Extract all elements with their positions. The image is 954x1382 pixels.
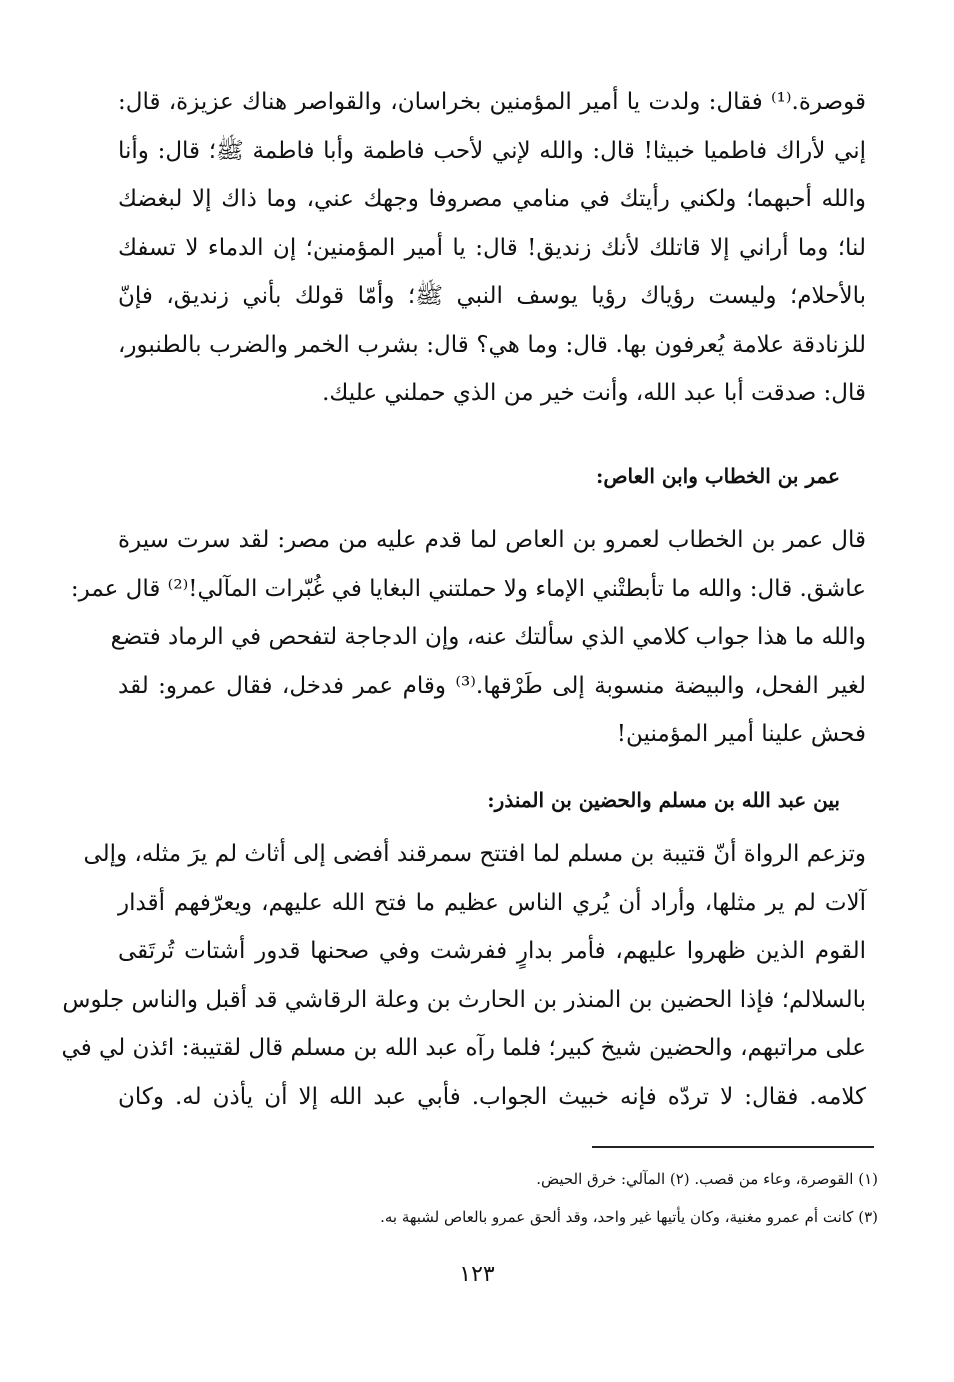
text-line: القوم الذين ظهروا عليهم، فأمر بدارٍ ففرشت وفي صحنها قدور أشتات تُرتَقى (118, 938, 866, 964)
text-line: آلات لم ير مثلها، وأراد أن يُري الناس عظيم ما فتح الله عليهم، ويعرّفهم أقدار (118, 889, 866, 916)
section-heading: عمر بن الخطاب وابن العاص: (595, 464, 840, 488)
footnote-line: (١) القوصرة، وعاء من قصب. (٢) المآلي: خرق الحيض. (536, 1170, 878, 1188)
paragraph-umar-amr (70, 516, 866, 759)
text-line: بالأحلام؛ وليست رؤياك رؤيا يوسف النبي ﷺ؛ وأمّا قولك بأني زنديق، فإنّ (118, 283, 866, 309)
footnote-divider (592, 1146, 874, 1148)
paragraph-abdullah-hudain (61, 830, 866, 1121)
text-line: وتزعم الرواة أنّ قتيبة بن مسلم لما افتتح سمرقند أفضى إلى أثاث لم يرَ مثله، وإلى (83, 841, 866, 867)
text-line: للزنادقة علامة يُعرفون بها. قال: وما هي؟ قال: بشرب الخمر والضرب بالطنبور، (118, 331, 866, 358)
section-heading: بين عبد الله بن مسلم والحضين بن المنذر: (487, 788, 840, 812)
footnotes (118, 1160, 878, 1236)
text-line: قال عمر بن الخطاب لعمرو بن العاص لما قدم عليه من مصر: لقد سرت سيرة (118, 527, 866, 553)
text-line: إني لأراك فاطميا خبيثا! قال: والله لإني لأحب فاطمة وأبا فاطمة ﷺ؛ قال: وأنا (118, 137, 866, 164)
text-line: فحش علينا أمير المؤمنين! (616, 721, 866, 747)
text-line: قال: صدقت أبا عبد الله، وأنت خير من الذي حملني عليك. (322, 380, 866, 406)
text-line: كلامه. فقال: لا تردّه فإنه خبيث الجواب. فأبي عبد الله إلا أن يأذن له. وكان (118, 1083, 866, 1110)
text-line: قوصرة.⁽¹⁾ فقال: ولدت يا أمير المؤمنين بخراسان، والقواصر هناك عزيزة، قال: (118, 89, 866, 115)
text-line: والله ما هذا جواب كلامي الذي سألتك عنه، وإن الدجاجة لتفحص في الرماد فتضع (110, 624, 866, 650)
paragraph-continuation (118, 78, 866, 418)
text-line: والله أحبهما؛ ولكني رأيتك في منامي مصروفا وجهك عني، وما ذاك إلا لبغضك (118, 186, 866, 212)
text-line: لنا؛ وما أراني إلا قاتلك لأنك زنديق! قال: يا أمير المؤمنين؛ إن الدماء لا تسفك (118, 234, 866, 261)
text-line: لغير الفحل، والبيضة منسوبة إلى طَرْقها.⁽³⁾ وقام عمر فدخل، فقال عمرو: لقد (118, 672, 866, 699)
footnote-line: (٣) كانت أم عمرو مغنية، وكان يأتيها غير واحد، وقد ألحق عمرو بالعاص لشبهة به. (380, 1208, 878, 1226)
text-line: عاشق. قال: والله ما تأبطتْني الإماء ولا حملتني البغايا في غُبّرات المآلي!⁽²⁾ قال عمر: (70, 575, 866, 602)
text-line: على مراتبهم، والحضين شيخ كبير؛ فلما رآه عبد الله بن مسلم قال لقتيبة: ائذن لي في (61, 1035, 866, 1061)
text-line: بالسلالم؛ فإذا الحضين بن المنذر بن الحارث بن وعلة الرقاشي قد أقبل والناس جلوس (62, 986, 866, 1013)
page-number: ١٢٣ (459, 1262, 495, 1287)
